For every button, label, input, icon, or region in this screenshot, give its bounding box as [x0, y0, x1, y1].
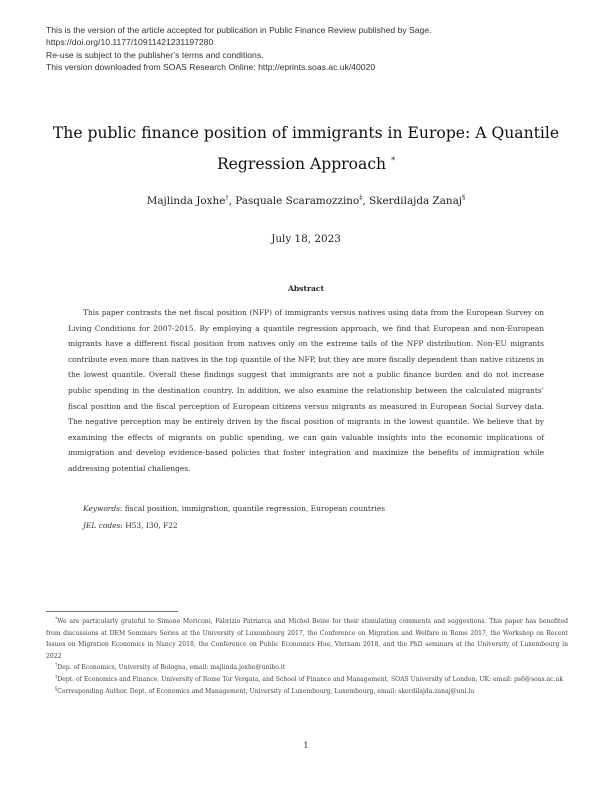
footnote-text: Dept. of Economics and Finance, University of Rome Tor Vergata, and School of Finance and Management, SOAS University of London, UK: email: ps6@soas.ac.uk: [57, 675, 564, 683]
publisher-notice: [46, 24, 566, 73]
footnote-mark: §: [55, 686, 58, 692]
title-line-1: The public finance position of immigrants in Europe: A Quantile: [52, 124, 560, 142]
footnote-mark: †: [55, 663, 58, 669]
keywords-line: Keywords: fiscal position, immigration, quantile regression, European countries: [83, 504, 386, 513]
footnote: [46, 674, 568, 686]
abstract-text: This paper contrasts the net fiscal position (NFP) of immigrants versus natives using data from the European Survey on Living Conditions for 2007-2015. By employing a quantile regression approach, we find that European and non-European migrants have a different fiscal position from natives only on the extreme tails of the NFP distribution. Non-EU migrants contribute even more than natives in the top quantile of the NFP, but they are more fiscally dependent than native citizens in the lowest quantile. Overall these findings suggest that immigrants are not a public finance burden and do not increase public spending in the destination country. In addition, we also examine the relationship between the calculated migrants’ fiscal position and the fiscal perception of European citizens versus migrants as measured in European Social Survey data. The negative perception may be entirely driven by the fiscal position of migrants in the lowest quantile. We believe that by examining the effects of migrants on public spending, we can gain valuable insights into the economic implications of immigration and develop evidence-based policies that foster integration and maximize the benefits of immigration while addressing potential challenges.: [68, 308, 544, 473]
jel-codes-value: H53, I30, F22: [125, 521, 178, 530]
author-list: Majlinda Joxhe†, Pasquale Scaramozzino‡, Skerdilajda Zanaj§: [146, 193, 466, 207]
paper-title: [50, 118, 562, 180]
title-line-2: [50, 149, 562, 180]
keywords-label: Keywords: [83, 504, 120, 513]
author-name: Pasquale Scaramozzino: [235, 195, 360, 207]
notice-download-source: This version downloaded from SOAS Research Online: http://eprints.soas.ac.uk/40020: [46, 61, 376, 72]
author-name: Majlinda Joxhe: [146, 195, 226, 207]
footnote-text: Corresponding Author. Dept. of Economics and Management, University of Luxembourg, Luxembourg, email: skerdilajda.zanaj@uni.lu: [57, 687, 475, 695]
notice-line-1: This is the version of the article accepted for publication in Public Finance Review published by Sage.: [46, 25, 432, 35]
footnote: [46, 686, 568, 698]
title-line-2-text: Regression Approach: [216, 155, 387, 173]
notice-doi[interactable]: https://doi.org/10.1177/10911421231197280: [46, 37, 214, 48]
abstract-heading: Abstract: [287, 284, 325, 293]
notice-line-3: Re-use is subject to the publisher’s terms and conditions.: [46, 49, 264, 60]
author-footnote-mark[interactable]: †: [225, 193, 229, 202]
author-footnote-mark[interactable]: ‡: [359, 193, 363, 202]
footnotes: [46, 616, 568, 697]
jel-codes-line: JEL codes: H53, I30, F22: [83, 521, 178, 530]
footnote-divider: [46, 611, 178, 612]
footnote-mark: *: [55, 616, 58, 622]
keywords-value: fiscal position, immigration, quantile regression, European countries: [124, 504, 386, 513]
paper-date: July 18, 2023: [271, 233, 341, 245]
title-footnote-mark[interactable]: *: [391, 155, 396, 165]
footnote-mark: ‡: [55, 674, 58, 680]
author-footnote-mark[interactable]: §: [462, 193, 466, 202]
page-number: 1: [303, 741, 309, 751]
footnote-text: We are particularly grateful to Simone Moriconi, Fabrizio Patriarca and Michel Beine for their stimulating comments and suggestions. This paper has benefited from discussions at DEM Seminars Series at the University of Luxembourg 2017, the Conference on Migration and Welfare in Rome 2017, the Workshop on Recent Issues on Migration Economics in Nancy 2018, the Conference on Public Economics Hue, Vietnam 2018, and the PhD seminars at the University of Luxembourg in 2022: [46, 618, 568, 660]
footnote: [46, 662, 568, 674]
jel-codes-label: JEL codes: [83, 521, 121, 530]
footnote-text: Dep. of Economics, University of Bologna, email: majlinda.joxhe@unibo.it: [57, 664, 286, 672]
author-name: Skerdilajda Zanaj: [369, 195, 463, 207]
footnote: [46, 616, 568, 662]
